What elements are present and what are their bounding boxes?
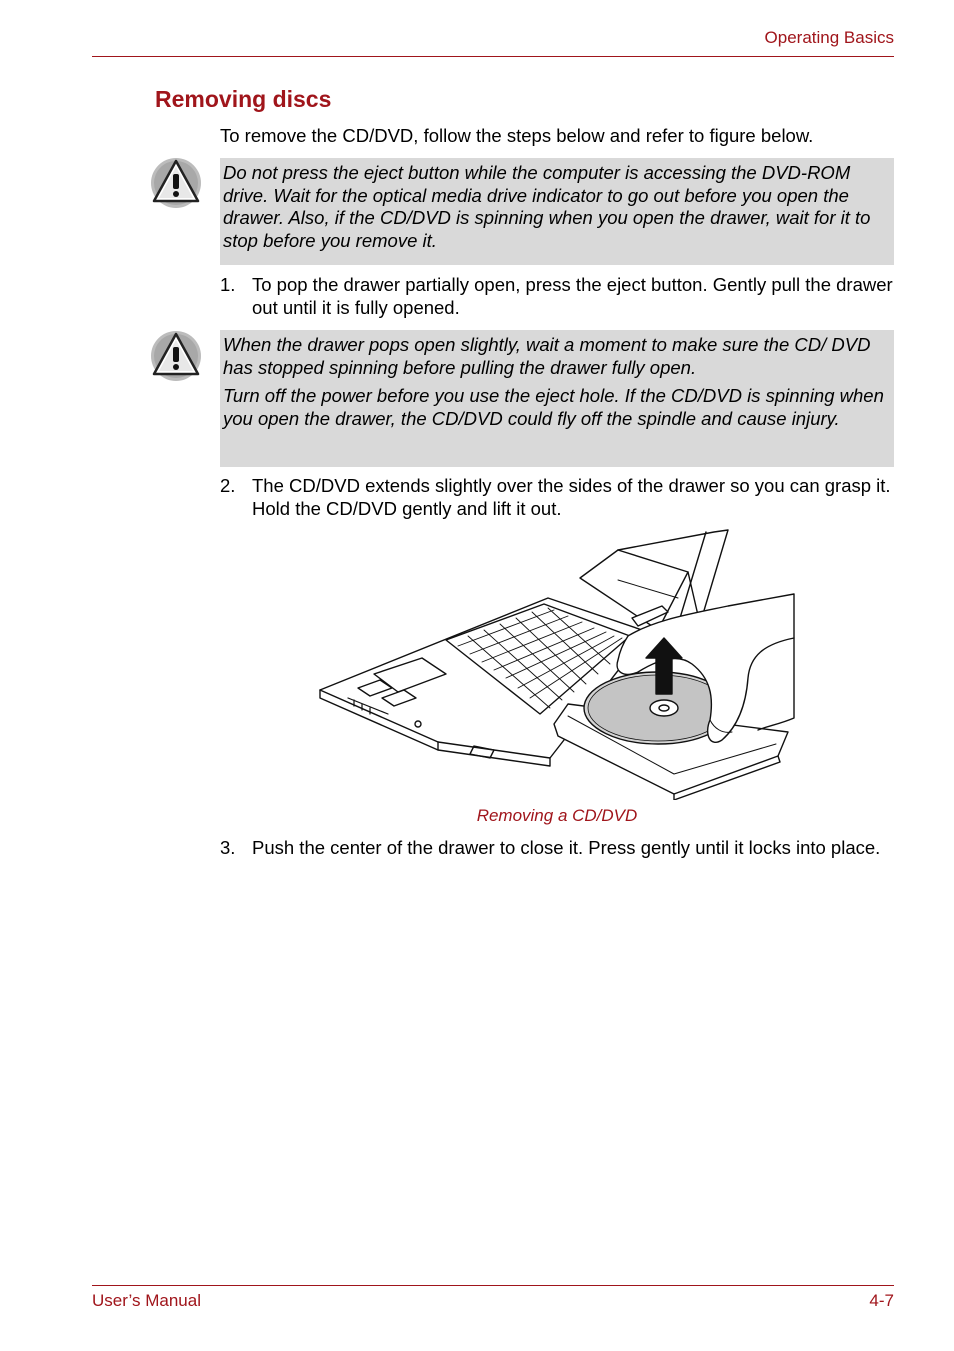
- step-item: [220, 273, 894, 319]
- intro-paragraph: To remove the CD/DVD, follow the steps below and refer to figure below.: [220, 125, 814, 146]
- step-item: [220, 474, 894, 520]
- running-header: Operating Basics: [764, 28, 894, 47]
- step-number: 2.: [220, 475, 236, 496]
- figure-caption: Removing a CD/DVD: [476, 806, 638, 825]
- step-text: The CD/DVD extends slightly over the sides of the drawer so you can grasp it. Hold the CD/DVD gently and lift it out.: [252, 475, 891, 519]
- page-number: 4-7: [869, 1291, 894, 1310]
- step-item: [220, 836, 894, 859]
- step-number: 3.: [220, 837, 236, 858]
- step-number: 1.: [220, 274, 236, 295]
- header-rule: [92, 56, 894, 57]
- warning-note-text: When the drawer pops open slightly, wait a moment to make sure the CD/ DVD has stopped spinning before pulling the drawer fully open.: [223, 334, 871, 378]
- warning-note-1: [220, 158, 894, 265]
- warning-icon: [150, 157, 202, 209]
- warning-note-2: [220, 330, 894, 467]
- warning-icon: [150, 330, 202, 382]
- step-text: To pop the drawer partially open, press the eject button. Gently pull the drawer out until it is fully opened.: [252, 274, 893, 318]
- step-text: Push the center of the drawer to close it. Press gently until it locks into place.: [252, 837, 881, 858]
- warning-note-text: Turn off the power before you use the eject hole. If the CD/DVD is spinning when you open the drawer, the CD/DVD could fly off the spindle and cause injury.: [223, 385, 884, 429]
- section-title: Removing discs: [155, 86, 332, 112]
- footer-rule: [92, 1285, 894, 1286]
- removing-disc-illustration: [318, 528, 798, 800]
- warning-note-text: Do not press the eject button while the computer is accessing the DVD-ROM drive. Wait for the optical media drive indicator to go out before you open the drawer. Also, if the CD/DVD is spinning when you open the drawer, wait for it to stop before you remove it.: [223, 162, 871, 251]
- footer-manual-title: User’s Manual: [92, 1291, 201, 1310]
